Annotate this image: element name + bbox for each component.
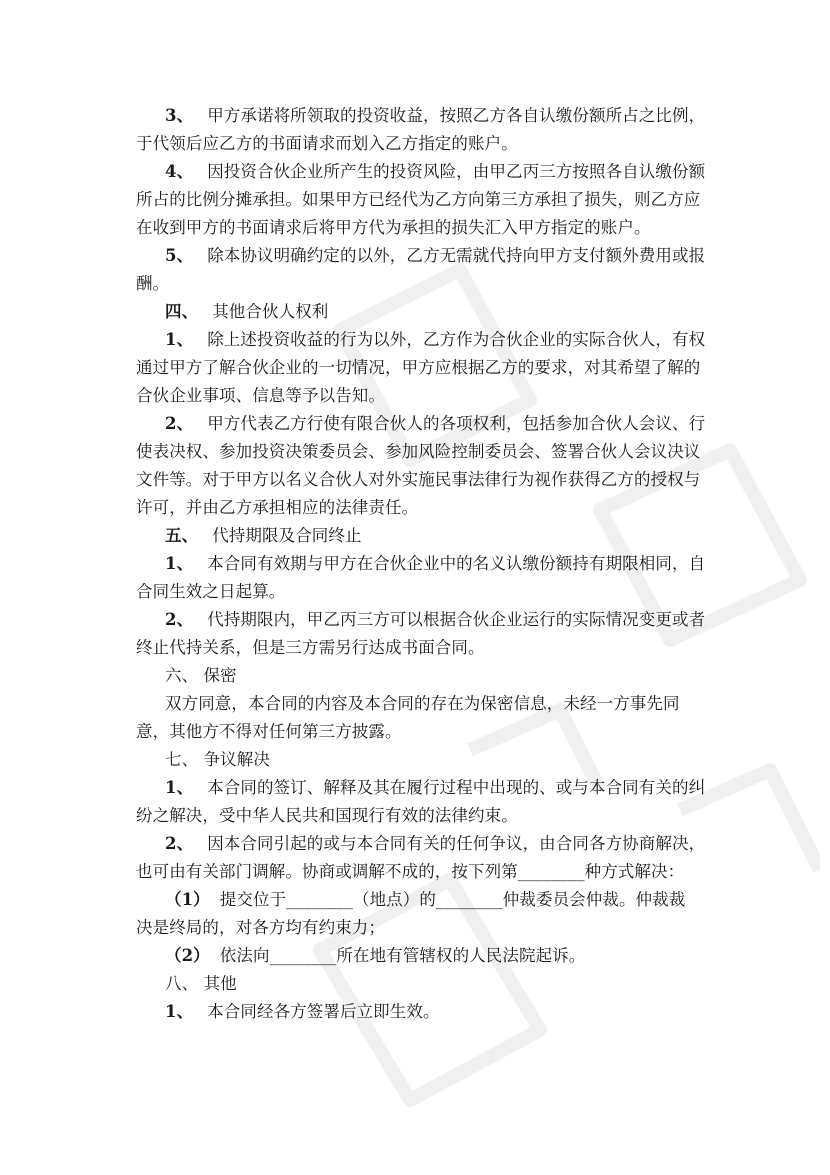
paragraph-line — [165, 552, 705, 576]
clause-text: 合同生效之日起算。 — [136, 582, 286, 601]
paragraph-line — [136, 384, 385, 408]
paragraph-line — [136, 804, 518, 828]
clause-text: 甲方承诺将所领取的投资收益，按照乙方各自认缴份额所占之比例， — [207, 106, 706, 125]
clause-text: 代持期限内，甲乙丙三方可以根据合伙企业运行的实际情况变更或者 — [207, 610, 706, 629]
clause-text: 甲方代表乙方行使有限合伙人的各项权利，包括参加合伙人会议、行 — [207, 414, 706, 433]
clause-text: 提交位于________（地点）的________仲裁委员会仲裁。仲裁裁 — [219, 890, 686, 909]
paragraph-line — [165, 776, 705, 800]
section-title: 其他合伙人权利 — [212, 302, 329, 321]
paragraph-line — [136, 580, 285, 604]
clause-text: 因本合同引起的或与本合同有关的任何争议，由合同各方协商解决， — [207, 834, 706, 853]
clause-text: 酬。 — [136, 274, 170, 293]
paragraph-line — [136, 356, 700, 380]
clause-text: 文件等。对于甲方以名义合伙人对外实施民事法律行为视作获得乙方的授权与 — [136, 470, 701, 489]
paragraph-line — [165, 608, 705, 632]
paragraph-line — [136, 132, 518, 156]
section-title: 六、 保密 — [165, 666, 237, 685]
paragraph-line — [136, 468, 700, 492]
clause-text: 除上述投资收益的行为以外，乙方作为合伙企业的实际合伙人，有权 — [207, 330, 706, 349]
paragraph-line — [165, 412, 705, 436]
clause-text: 除本协议明确约定的以外，乙方无需就代持向甲方支付额外费用或报 — [207, 246, 706, 265]
clause-text: 许可，并由乙方承担相应的法律责任。 — [136, 498, 419, 517]
section-heading — [165, 972, 237, 996]
paragraph-line — [136, 720, 402, 744]
paragraph-line — [165, 328, 705, 352]
paragraph-line — [165, 1000, 440, 1024]
paragraph-line — [136, 496, 418, 520]
clause-text: 双方同意，本合同的内容及本合同的存在为保密信息，未经一方事先同 — [165, 694, 680, 713]
clause-text: 意，其他方不得对任何第三方披露。 — [136, 722, 402, 741]
clause-number: 3、 — [165, 106, 194, 125]
clause-text: 本合同有效期与甲方在合伙企业中的名义认缴份额持有期限相同，自 — [207, 554, 706, 573]
clause-number: 2、 — [165, 414, 194, 433]
paragraph-line — [136, 188, 700, 212]
clause-text: 在收到甲方的书面请求后将甲方代为承担的损失汇入甲方指定的账户。 — [136, 218, 651, 237]
clause-number: 2、 — [165, 834, 194, 853]
clause-text: 依法向________所在地有管辖权的人民法院起诉。 — [219, 946, 586, 965]
clause-number: 5、 — [165, 246, 194, 265]
clause-number: 2、 — [165, 610, 194, 629]
clause-number: 1、 — [165, 554, 194, 573]
clause-number: （2） — [165, 946, 210, 965]
paragraph-line — [165, 832, 705, 856]
clause-text: 使表决权、参加投资决策委员会、参加风险控制委员会、签署合伙人会议决议 — [136, 442, 701, 461]
clause-number: 1、 — [165, 778, 194, 797]
section-heading — [165, 300, 328, 324]
paragraph-line — [136, 216, 651, 240]
paragraph-line — [165, 692, 680, 716]
paragraph-line — [165, 944, 585, 968]
paragraph-line — [136, 860, 684, 884]
clause-text: 本合同的签订、解释及其在履行过程中出现的、或与本合同有关的纠 — [207, 778, 706, 797]
clause-text: 本合同经各方签署后立即生效。 — [207, 1002, 440, 1021]
section-number: 四、 — [165, 302, 199, 321]
clause-text: 决是终局的，对各方均有约束力； — [136, 918, 385, 937]
clause-number: 1、 — [165, 330, 194, 349]
section-title: 八、 其他 — [165, 974, 237, 993]
clause-text: 因投资合伙企业所产生的投资风险，由甲乙丙三方按照各自认缴份额 — [207, 162, 706, 181]
paragraph-line — [165, 160, 705, 184]
clause-text: 也可由有关部门调解。协商或调解不成的，按下列第________种方式解决： — [136, 862, 685, 881]
clause-text: 合伙企业事项、信息等予以告知。 — [136, 386, 385, 405]
section-title: 代持期限及合同终止 — [212, 526, 362, 545]
paragraph-line — [136, 916, 385, 940]
paragraph-line — [136, 440, 700, 464]
section-title: 七、 争议解决 — [165, 750, 270, 769]
section-heading — [165, 664, 237, 688]
clause-number: 1、 — [165, 1002, 194, 1021]
section-number: 五、 — [165, 526, 199, 545]
clause-text: 所占的比例分摊承担。如果甲方已经代为乙方向第三方承担了损失，则乙方应 — [136, 190, 701, 209]
paragraph-line — [136, 636, 485, 660]
section-heading — [165, 748, 270, 772]
paragraph-line — [165, 104, 705, 128]
clause-text: 纷之解决，受中华人民共和国现行有效的法律约束。 — [136, 806, 518, 825]
paragraph-line — [165, 244, 705, 268]
clause-number: 4、 — [165, 162, 194, 181]
clause-text: 于代领后应乙方的书面请求而划入乙方指定的账户。 — [136, 134, 518, 153]
clause-text: 通过甲方了解合伙企业的一切情况，甲方应根据乙方的要求，对其希望了解的 — [136, 358, 701, 377]
paragraph-line — [165, 888, 685, 912]
paragraph-line — [136, 272, 169, 296]
section-heading — [165, 524, 362, 548]
clause-text: 终止代持关系，但是三方需另行达成书面合同。 — [136, 638, 485, 657]
clause-number: （1） — [165, 890, 210, 909]
